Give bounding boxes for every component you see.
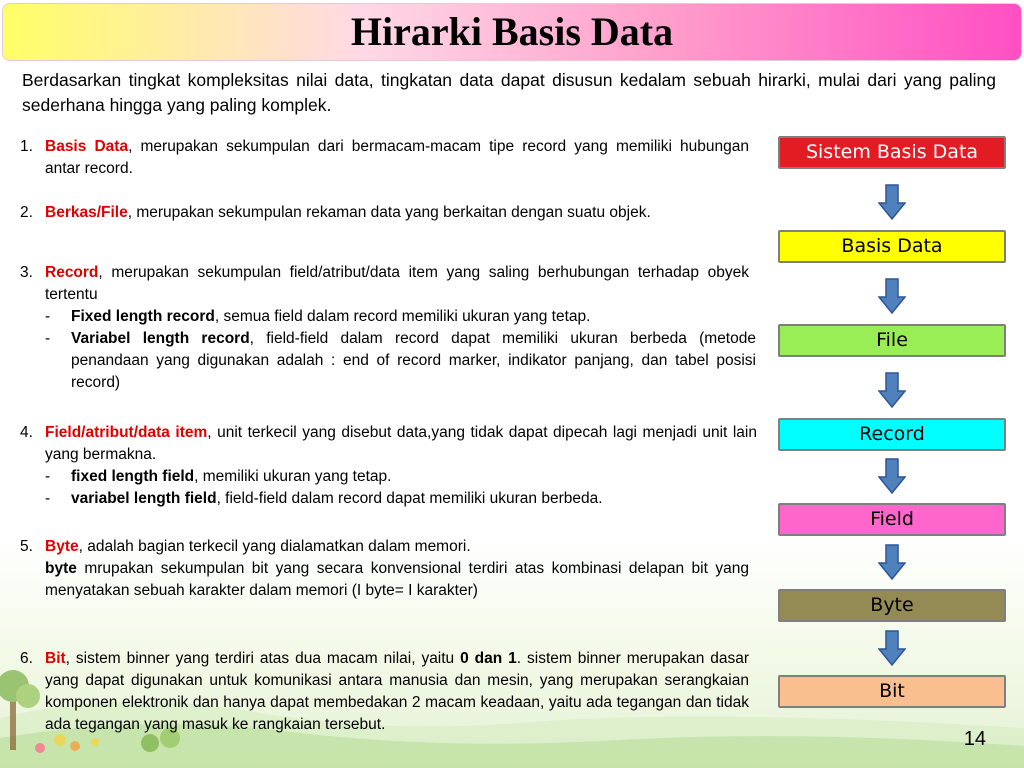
list-item <box>20 262 756 394</box>
item-term: Berkas/File <box>45 204 128 221</box>
item-term: Record <box>45 264 99 281</box>
sub-item: - Fixed length record, semua field dalam record memiliki ukuran yang tetap. <box>45 308 591 325</box>
list-item <box>20 422 756 510</box>
item-term: Byte <box>45 538 79 555</box>
sub-term: fixed length field <box>71 468 195 485</box>
item-text: . sistem binner merupakan dasar yang dapat digunakan untuk komunikasi antara manusia dan mesin, yang merupakan serangkaian komponen elektronik dan hanya dapat membedakan 2 macam keadaan, yaitu ada tegangan dan tidak ada tegangan yang masuk ke rangkaian tersebut. <box>45 650 750 733</box>
list-item <box>20 136 756 180</box>
down-arrow-icon <box>878 372 906 408</box>
slide-title: Hirarki Basis Data <box>350 9 674 54</box>
sub-term: Fixed length record <box>71 308 215 325</box>
item-number: 6. <box>20 650 33 667</box>
item-term: Bit <box>45 650 66 667</box>
item-number: 5. <box>20 538 33 555</box>
list-item <box>20 648 756 736</box>
item-number: 2. <box>20 204 33 221</box>
item-text: , sistem binner yang terdiri atas dua macam nilai, yaitu <box>65 650 461 667</box>
down-arrow-icon <box>878 458 906 494</box>
sub-text: , semua field dalam record memiliki ukuran yang tetap. <box>214 308 591 325</box>
item-number: 1. <box>20 138 33 155</box>
item-term: Field/atribut/data item <box>45 424 208 441</box>
hierarchy-box-basis-data: Basis Data <box>778 230 1006 263</box>
item-bold-value: 0 dan 1 <box>460 650 517 667</box>
down-arrow-icon <box>878 184 906 220</box>
down-arrow-icon <box>878 630 906 666</box>
item-term: Basis Data <box>45 138 129 155</box>
sub-item: - Variabel length record, field-field dalam record dapat memiliki ukuran berbeda (metode penandaan yang digunakan adalah : end of record marker, indikator panjang, dan tabel posisi record) <box>45 330 756 391</box>
sub-text: , memiliki ukuran yang tetap. <box>194 468 392 485</box>
hierarchy-box-sistem-basis-data: Sistem Basis Data <box>778 136 1006 169</box>
sub-text: , field-field dalam record dapat memiliki ukuran berbeda (metode penandaan yang digunakan adalah : end of record marker, indikator panjang, dan tabel posisi record) <box>71 330 756 391</box>
hierarchy-diagram <box>770 130 1014 710</box>
item-text: , unit terkecil yang disebut data,yang tidak dapat dipecah lagi menjadi unit lain yang bermakna. <box>45 424 757 463</box>
hierarchy-box-record: Record <box>778 418 1006 451</box>
list-item <box>20 536 756 602</box>
hierarchy-box-byte: Byte <box>778 589 1006 622</box>
item-text: , adalah bagian terkecil yang dialamatkan dalam memori. <box>78 538 471 555</box>
hierarchy-box-bit: Bit <box>778 675 1006 708</box>
intro-paragraph: Berdasarkan tingkat kompleksitas nilai data, tingkatan data dapat disusun kedalam sebuah hirarki, mulai dari yang paling sederhana hingga yang paling komplek. <box>22 70 996 115</box>
item-extra-term: byte <box>45 560 77 577</box>
item-text: , merupakan sekumpulan field/atribut/data item yang saling berhubungan terhadap obyek tertentu <box>45 264 749 303</box>
item-extra-text: mrupakan sekumpulan bit yang secara konvensional terdiri atas kombinasi delapan bit yang menyatakan sebuah karakter dalam memori (I byte= I karakter) <box>45 560 749 599</box>
item-text: , merupakan sekumpulan dari bermacam-macam tipe record yang memiliki hubungan antar record. <box>45 138 749 177</box>
item-number: 4. <box>20 424 33 441</box>
item-text: , merupakan sekumpulan rekaman data yang berkaitan dengan suatu objek. <box>127 204 651 221</box>
item-number: 3. <box>20 264 33 281</box>
sub-text: , field-field dalam record dapat memiliki ukuran berbeda. <box>216 490 603 507</box>
page-number: 14 <box>963 728 986 750</box>
hierarchy-box-field: Field <box>778 503 1006 536</box>
sub-term: Variabel length record <box>71 330 250 347</box>
hierarchy-box-file: File <box>778 324 1006 357</box>
sub-item: - fixed length field, memiliki ukuran yang tetap. <box>45 468 392 485</box>
sub-item: - variabel length field, field-field dalam record dapat memiliki ukuran berbeda. <box>45 490 603 507</box>
sub-term: variabel length field <box>71 490 217 507</box>
list-item <box>20 202 756 224</box>
down-arrow-icon <box>878 544 906 580</box>
down-arrow-icon <box>878 278 906 314</box>
